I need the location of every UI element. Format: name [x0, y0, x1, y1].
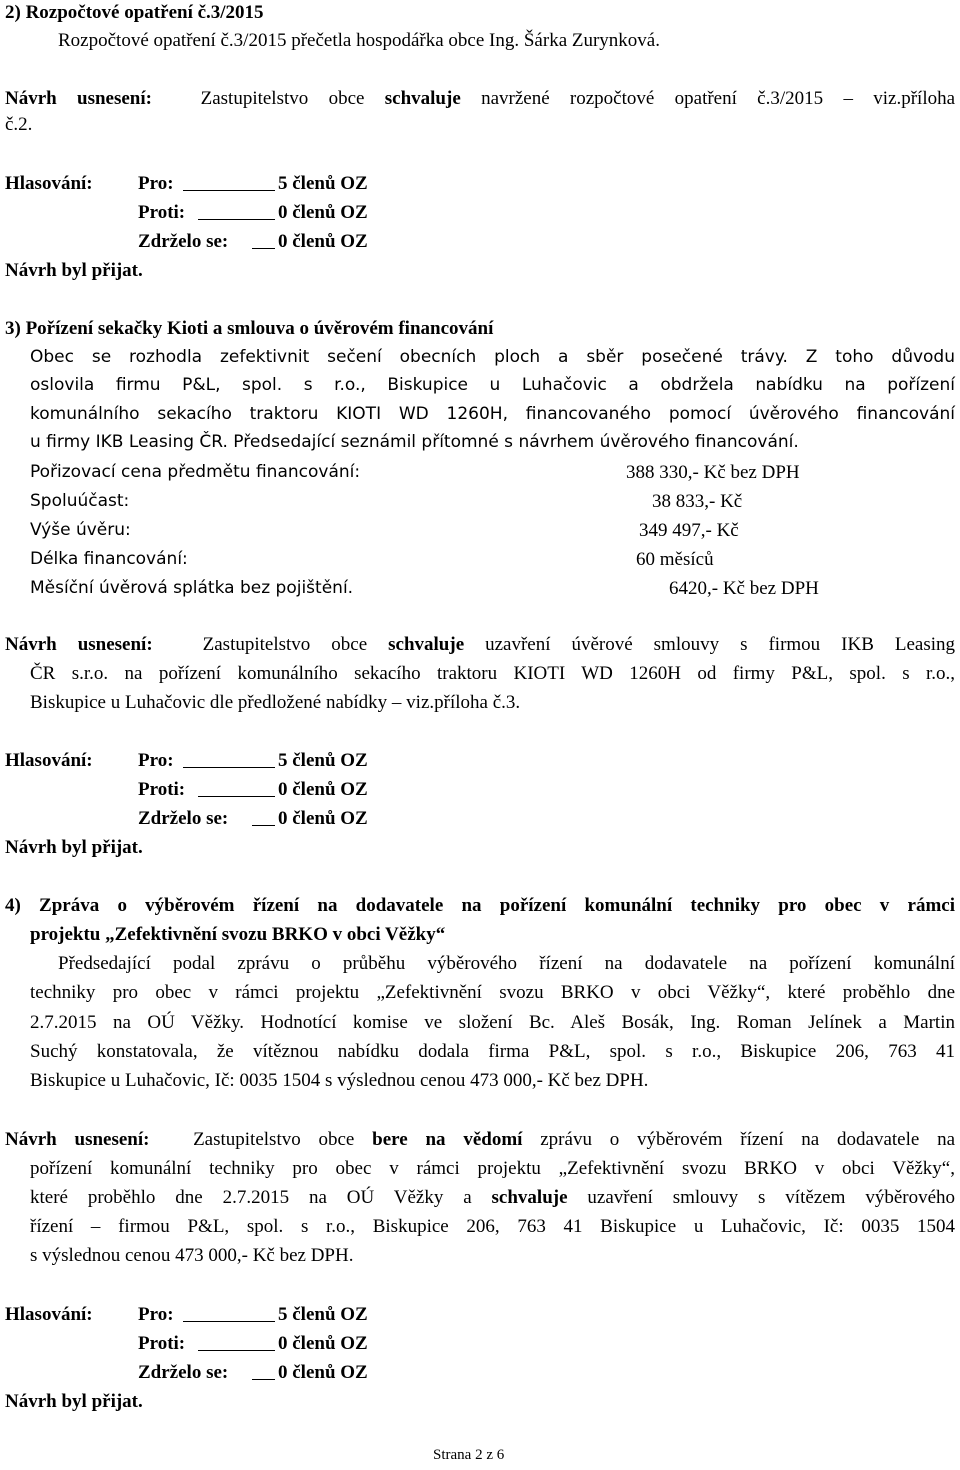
paragraph-line: s výslednou cenou 473 000,- Kč bez DPH.	[30, 1245, 354, 1266]
vote-result: Návrh byl přijat.	[5, 837, 143, 858]
paragraph-line: komunálního sekacího traktoru KIOTI WD 1260H, financovaného pomocí úvěrového financování	[30, 404, 955, 424]
financing-label: Délka financování:	[30, 549, 188, 569]
financing-value: 388 330,- Kč bez DPH	[626, 462, 800, 483]
vote-proti-value: 0 členů OZ	[278, 1333, 368, 1354]
financing-label: Pořizovací cena předmětu financování:	[30, 462, 361, 482]
financing-value: 38 833,- Kč	[652, 491, 743, 512]
paragraph-line: které proběhlo dne 2.7.2015 na OÚ Věžky a schvaluje uzavření smlouvy s vítězem výběrového	[30, 1187, 956, 1208]
financing-label: Měsíční úvěrová splátka bez pojištění.	[30, 578, 354, 598]
proposal-label: Návrh usnesení:	[5, 1129, 150, 1150]
proposal-label: Návrh usnesení:	[5, 634, 153, 655]
vote-proti-label: Proti:	[138, 202, 186, 223]
vote-pro-value: 5 členů OZ	[278, 173, 368, 194]
resolution-proposal: Návrh usnesení: Zastupitelstvo obce bere na vědomí zprávu o výběrovém řízení na dodavatele na	[5, 1129, 956, 1150]
paragraph-line: č.2.	[5, 114, 33, 135]
vote-pro-label: Pro:	[138, 1304, 174, 1325]
page-number: Strana 2 z 6	[433, 1447, 505, 1463]
section-heading: projektu „Zefektivnění svozu BRKO v obci Věžky“	[30, 924, 446, 945]
vote-label: Hlasování:	[5, 750, 93, 771]
paragraph-line: Suchý konstatovala, že vítěznou nabídku dodala firma P&L, spol. s r.o., Biskupice 206, 763 41	[30, 1041, 955, 1062]
vote-result: Návrh byl přijat.	[5, 260, 143, 281]
vote-pro-label: Pro:	[138, 750, 174, 771]
vote-zdrzelo-value: 0 členů OZ	[278, 808, 368, 829]
section-heading: 4) Zpráva o výběrovém řízení na dodavatele na pořízení komunální techniky pro obec v rámci	[5, 895, 955, 916]
paragraph-line: oslovila firmu P&L, spol. s r.o., Biskupice u Luhačovic a obdržela nabídku na pořízení	[30, 375, 955, 395]
vote-result: Návrh byl přijat.	[5, 1391, 143, 1412]
section-heading: 2) Rozpočtové opatření č.3/2015	[5, 2, 264, 23]
vote-pro-value: 5 členů OZ	[278, 1304, 368, 1325]
paragraph-line: Obec se rozhodla zefektivnit sečení obecních ploch a sběr posečené trávy. Z toho důvodu	[30, 347, 955, 367]
paragraph-line: pořízení komunální techniky pro obec v rámci projektu „Zefektivnění svozu BRKO v obci Věžky“,	[30, 1158, 955, 1179]
proposal-label: Návrh usnesení:	[5, 88, 152, 109]
vote-proti-value: 0 členů OZ	[278, 202, 368, 223]
vote-proti-label: Proti:	[138, 779, 186, 800]
financing-label: Spoluúčast:	[30, 491, 130, 511]
vote-label: Hlasování:	[5, 1304, 93, 1325]
vote-zdrzelo-label: Zdrželo se:	[138, 808, 229, 829]
underline	[183, 1321, 275, 1322]
financing-value: 6420,- Kč bez DPH	[669, 578, 819, 599]
paragraph-line: Rozpočtové opatření č.3/2015 přečetla hospodářka obce Ing. Šárka Zurynková.	[58, 30, 660, 51]
paragraph-line: u firmy IKB Leasing ČR. Předsedající seznámil přítomné s návrhem úvěrového financování.	[30, 432, 799, 452]
paragraph-line: Biskupice u Luhačovic dle předložené nabídky – viz.příloha č.3.	[30, 692, 521, 713]
vote-pro-value: 5 členů OZ	[278, 750, 368, 771]
financing-value: 60 měsíců	[636, 549, 714, 570]
vote-zdrzelo-label: Zdrželo se:	[138, 1362, 229, 1383]
underline	[183, 190, 275, 191]
section-heading: 3) Pořízení sekačky Kioti a smlouva o úvěrovém financování	[5, 318, 494, 339]
resolution-proposal: Návrh usnesení: Zastupitelstvo obce schvaluje uzavření úvěrové smlouvy s firmou IKB Leasing	[5, 634, 956, 655]
vote-zdrzelo-value: 0 členů OZ	[278, 1362, 368, 1383]
underline	[198, 796, 275, 797]
underline	[198, 219, 275, 220]
financing-label: Výše úvěru:	[30, 520, 131, 540]
financing-value: 349 497,- Kč	[639, 520, 739, 541]
underline	[252, 825, 275, 826]
paragraph-line: Biskupice u Luhačovic, Ič: 0035 1504 s výslednou cenou 473 000,- Kč bez DPH.	[30, 1070, 649, 1091]
paragraph-line: ČR s.r.o. na pořízení komunálního sekacího traktoru KIOTI WD 1260H od firmy P&L, spol. s r.o.,	[30, 663, 955, 684]
underline	[252, 1379, 275, 1380]
resolution-proposal: Návrh usnesení: Zastupitelstvo obce schvaluje navržené rozpočtové opatření č.3/2015 – viz.příloha	[5, 88, 956, 109]
underline	[198, 1350, 275, 1351]
vote-zdrzelo-label: Zdrželo se:	[138, 231, 229, 252]
vote-label: Hlasování:	[5, 173, 93, 194]
paragraph-line: Předsedající podal zprávu o průběhu výběrového řízení na dodavatele na pořízení komunální	[58, 953, 955, 974]
vote-pro-label: Pro:	[138, 173, 174, 194]
vote-zdrzelo-value: 0 členů OZ	[278, 231, 368, 252]
vote-proti-label: Proti:	[138, 1333, 186, 1354]
paragraph-line: 2.7.2015 na OÚ Věžky. Hodnotící komise ve složení Bc. Aleš Bosák, Ing. Roman Jelínek a Martin	[30, 1012, 955, 1033]
vote-proti-value: 0 členů OZ	[278, 779, 368, 800]
underline	[252, 248, 275, 249]
paragraph-line: řízení – firmou P&L, spol. s r.o., Biskupice 206, 763 41 Biskupice u Luhačovic, Ič: 0035 1504	[30, 1216, 955, 1237]
underline	[183, 767, 275, 768]
paragraph-line: techniky pro obec v rámci projektu „Zefektivnění svozu BRKO v obci Věžky“, které proběhlo dne	[30, 982, 955, 1003]
